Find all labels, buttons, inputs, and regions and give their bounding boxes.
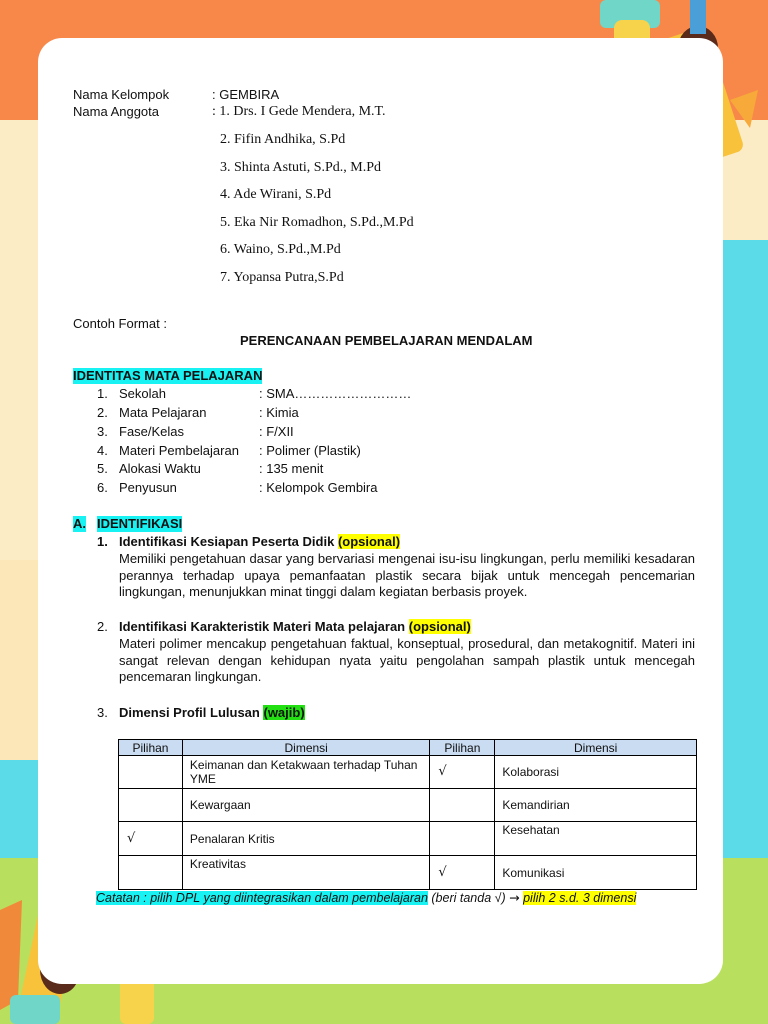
choice-checkbox[interactable]: √ xyxy=(430,856,495,890)
table-header-cell: Dimensi xyxy=(495,740,697,756)
identity-row-value: : Kimia xyxy=(259,405,299,420)
member-item: : 1. Drs. I Gede Mendera, M.T. xyxy=(212,104,386,119)
dimension-cell: Kemandirian xyxy=(495,789,697,822)
item2-tag: (opsional) xyxy=(408,619,471,634)
table-row xyxy=(119,756,697,789)
item2-num: 2. xyxy=(97,619,108,634)
section-a-heading: IDENTIFIKASI xyxy=(97,516,183,531)
dimension-cell: Kewargaan xyxy=(182,789,430,822)
table-row xyxy=(119,822,697,856)
identity-row-label: Penyusun xyxy=(119,480,177,495)
table-header-row xyxy=(119,740,697,756)
choice-checkbox[interactable] xyxy=(119,856,183,890)
choice-checkbox[interactable] xyxy=(430,789,495,822)
group-name-label: Nama Kelompok xyxy=(73,87,170,102)
identity-row-value: : 135 menit xyxy=(259,461,324,476)
item3-title: Dimensi Profil Lulusan xyxy=(119,705,260,720)
note-part3: pilih 2 s.d. 3 dimensi xyxy=(523,891,637,905)
table-row xyxy=(119,856,697,890)
note-part2: (beri tanda √) xyxy=(427,891,510,905)
member-item: 6. Waino, S.Pd.,M.Pd xyxy=(220,242,341,257)
note-part1: Catatan : pilih DPL yang diintegrasikan dalam pembelajaran xyxy=(96,891,428,905)
identity-row-label: Materi Pembelajaran xyxy=(119,443,239,458)
choice-checkbox[interactable]: √ xyxy=(430,756,495,789)
item1-title: Identifikasi Kesiapan Peserta Didik xyxy=(119,534,335,549)
member-item: 5. Eka Nir Romadhon, S.Pd.,M.Pd xyxy=(220,215,414,230)
dimension-cell: Kesehatan xyxy=(495,822,697,856)
identity-row-num: 3. xyxy=(97,424,108,439)
item1-body: Memiliki pengetahuan dasar yang bervariasi mengenai isu-isu lingkungan, perlu memiliki kesadaran perannya terhadap upaya pemanfaatan plastik secara bijak untuk mencegah pencemarian lingkungan, menunjukkan minat tinggi dalam kegiatan berbasis proyek. xyxy=(119,551,695,599)
identity-heading: IDENTITAS MATA PELAJARAN xyxy=(73,368,263,383)
dimension-cell: Komunikasi xyxy=(495,856,697,890)
item1-tag: (opsional) xyxy=(337,534,401,549)
arrow-icon: → xyxy=(509,890,520,905)
dimension-cell: Keimanan dan Ketakwaan terhadap Tuhan YME xyxy=(182,756,430,789)
identity-row-label: Alokasi Waktu xyxy=(119,461,201,476)
member-item: 2. Fifin Andhika, S.Pd xyxy=(220,132,346,147)
identity-row-label: Fase/Kelas xyxy=(119,424,185,439)
choice-checkbox[interactable] xyxy=(119,756,183,789)
item2-body: Materi polimer mencakup pengetahuan faktual, konseptual, prosedural, dan metakognitif. Materi ini sangat relevan dengan kehidupan nyata yaitu pengolahan sampah plastik untuk mencegah pencemaran lingkungan. xyxy=(119,636,695,684)
table-header-cell: Pilihan xyxy=(430,740,495,756)
identity-row-value: : F/XII xyxy=(259,424,294,439)
item1-num: 1. xyxy=(97,534,108,549)
identity-row-label: Mata Pelajaran xyxy=(119,405,207,420)
document-title: PERENCANAAN PEMBELAJARAN MENDALAM xyxy=(240,333,533,348)
choice-checkbox[interactable] xyxy=(430,822,495,856)
item3-tag: (wajib) xyxy=(263,705,305,720)
identity-row-value: : Kelompok Gembira xyxy=(259,480,378,495)
identity-row-value: : SMA……………………… xyxy=(259,386,412,401)
choice-checkbox[interactable] xyxy=(119,789,183,822)
section-a-label: A. xyxy=(73,516,86,531)
dimension-cell: Kreativitas xyxy=(182,856,430,890)
identity-row-num: 6. xyxy=(97,480,108,495)
choice-checkbox[interactable]: √ xyxy=(119,822,183,856)
dimension-cell: Penalaran Kritis xyxy=(182,822,430,856)
identity-row-value: : Polimer (Plastik) xyxy=(259,443,361,458)
group-name-value: : GEMBIRA xyxy=(212,87,280,102)
member-item: 4. Ade Wirani, S.Pd xyxy=(220,187,332,202)
format-label: Contoh Format : xyxy=(73,316,167,331)
identity-row-num: 1. xyxy=(97,386,108,401)
dimension-cell: Kolaborasi xyxy=(495,756,697,789)
member-item: 3. Shinta Astuti, S.Pd., M.Pd xyxy=(220,160,382,175)
item3-num: 3. xyxy=(97,705,108,720)
members-label: Nama Anggota xyxy=(73,104,160,119)
identity-row-num: 2. xyxy=(97,405,108,420)
item2-title: Identifikasi Karakteristik Materi Mata pelajaran xyxy=(119,619,406,634)
table-note xyxy=(96,890,636,905)
identity-row-label: Sekolah xyxy=(119,386,166,401)
dimension-table xyxy=(118,739,697,890)
member-item: 7. Yopansa Putra,S.Pd xyxy=(220,270,344,285)
table-header-cell: Pilihan xyxy=(119,740,183,756)
identity-row-num: 5. xyxy=(97,461,108,476)
table-header-cell: Dimensi xyxy=(182,740,430,756)
identity-row-num: 4. xyxy=(97,443,108,458)
table-row xyxy=(119,789,697,822)
